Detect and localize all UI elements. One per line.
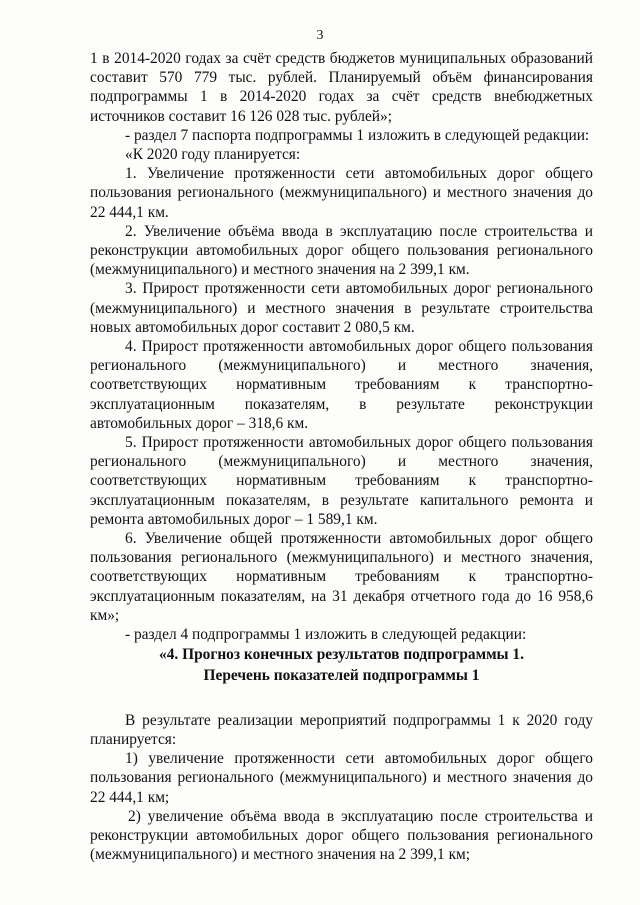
paragraph-item-1: 1. Увеличение протяженности сети автомобильных дорог общего пользования регионального (межмуниципального) и местного значения до 22 444,1 км. [90,165,593,221]
paragraph-financing-continuation: 1 в 2014-2020 годах за счёт средств бюджетов муниципальных образований составит 570 779 тыс. рублей. Планируемый объём финансирования подпрограммы 1 в 2014-2020 годах за счёт средств внебюджетных источников составит 16 126 028 тыс. рублей»; [90,50,593,125]
paragraph-results-intro: В результате реализации мероприятий подпрограммы 1 к 2020 году планируется: [90,711,593,748]
paragraph-item-2: 2. Увеличение объёма ввода в эксплуатацию после строительства и реконструкции автомобильных дорог общего пользования регионального (межмуниципального) и местного значения на 2 399,1 км. [90,222,593,279]
paragraph-section7-instruction: - раздел 7 паспорта подпрограммы 1 изложить в следующей редакции: [125,126,590,144]
paragraph-result-2: 2) увеличение объёма ввода в эксплуатацию после строительства и реконструкции автомобильных дорог общего пользования регионального (межмуниципального) и местного значения на 2 399,1 км; [90,807,593,864]
paragraph-section4-instruction: - раздел 4 подпрограммы 1 изложить в следующей редакции: [125,626,527,644]
spacer [90,685,593,711]
paragraph-item-6: 6. Увеличение общей протяженности автомобильных дорог общего пользования регионального (межмуниципального) и местного значения, соответствующих нормативным требованиям к транспортно-эксплуатационным показателям, на 31 декабря отчетного года до 16 958,6 км»; [90,530,593,624]
paragraph-item-4: 4. Прирост протяженности автомобильных дорог общего пользования регионального (межмуниципального) и местного значения, соответствующих нормативным требованиям к транспортно-эксплуатационным показателям, в результате реконструкции автомобильных дорог – 318,6 км. [90,338,593,432]
section-heading-line1: «4. Прогноз конечных результатов подпрограммы 1. [159,646,524,664]
page-number: 3 [316,28,324,43]
section-heading-line2: Перечень показателей подпрограммы 1 [203,666,480,684]
paragraph-item-5: 5. Прирост протяженности автомобильных дорог общего пользования регионального (межмуниципального) и местного значения, соответствующих нормативным требованиям к транспортно-эксплуатационным показателям, в результате капитального ремонта и ремонта автомобильных дорог – 1 589,1 км. [90,434,593,528]
document-body [90,49,593,864]
paragraph-item-3: 3. Прирост протяженности сети автомобильных дорог регионального (межмуниципального) и местного значения в результате строительства новых автомобильных дорог составит 2 080,5 км. [90,280,593,336]
paragraph-plan-intro: «К 2020 году планируется: [125,146,301,164]
paragraph-result-1: 1) увеличение протяженности сети автомобильных дорог общего пользования регионального (межмуниципального) и местного значения до 22 444,1 км; [90,750,593,806]
